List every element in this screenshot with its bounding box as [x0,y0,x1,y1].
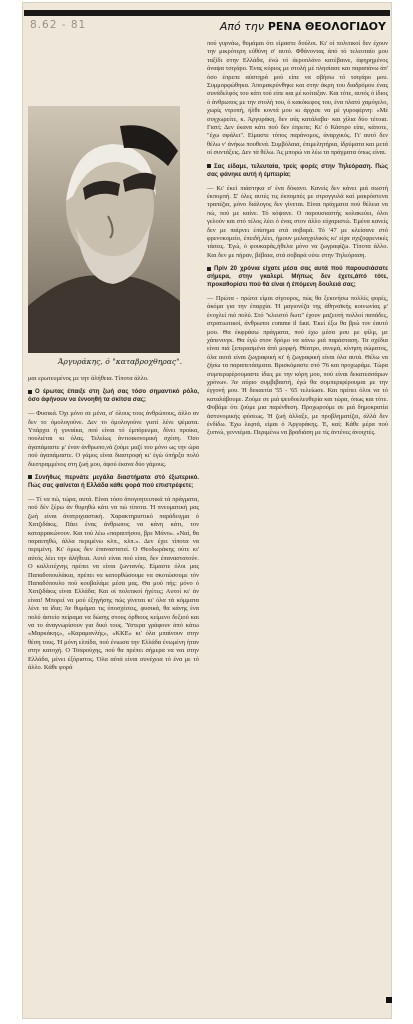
portrait-illustration [28,106,180,353]
right-column [207,40,388,442]
question-text: Πρίν 20 χρόνια είχατε μέσα σας αυτά πού παρουσιάσατε σήμερα, στην γκαλερί. Μήπως δεν έχετε,άπό τότε, προκαθορίσει πού θά είναι ή έπόμενη δουλειά σας; [207,265,388,288]
square-bullet-icon [207,164,211,168]
question-text: Ο έρωτας έπαιξε στη ζωή σας τόσο σημαντικό ρόλο, όσο άφήνουν να έννοηθή τα σκίτσα σας; [28,388,199,404]
end-mark-icon [386,997,392,1003]
question [207,163,388,179]
question-text: Συνήθως περνάτε μεγάλα διαστήματα στό έξωτερικό. Πώς σας φαίνεται ή Ελλάδα κάθε φορά πού επιστρέφετε; [28,474,199,489]
photo-caption: Άργυράκης, ό "καταβροχθηρας". [57,357,183,366]
right-paragraph: — Κι' έκεί πιάστηκα σ' ένα δόκανο. Κανείς δεν κάνει μιά σωστή έκπομπή. Σ' όλες αυτές τις έκπομπές με στρογγυλά καί μακρόστενα τραπέζια, μόνο διάλογος δεν γίνεται. Είναι πράγματα πού θέλεια να πώ, πού με καίνε. Τό κόψανε. Ο παρουσιαστής κολακεύει, όλοι γελούν και στό τέλος λέει ό ένας στον άλλο εύχαριστώ. Έμένα κανείς δεν με παίρνει έπίσημα στά σοβαρά. Τό '47 με κλείσανε στό φρενοκομείο, έπειδή,λέει, ήμουν μελαγχολικός κι' είχα σχιζοφρενικές τάσεις. Έγώ, ό φουκαράς,ήθελα μόνο να ζωγραφίζω. Τίποτα άλλο. Και δεν με πήραν, βέβαια, στά σοβαρά ούτε στην Τηλεόραση. [207,184,388,259]
right-paragraph: — Πρώτα - πρώτα είμαι σίγουρος, πώς θα ξεκινήσω πολλές φορές, άκόμα για την έπαρχία. Ή μαγιονέζα της άθηναϊκής κοινωνίας μ' ένοχλεί πιό πολύ. Στό "κλειστό δωτι" έχουν μαζευτή πολλοί παπάδες, στρατιωτικοί, άνθρωποι comme il faut. Έκεί έξω θα βρώ τον έαυτό μου. Θα έκφράσω πράγματα, πού έχω μέσα μου με φίλμ, με χάπενινγκ. Θα έγώ στον δρόμο να κάνω μιά παράσταση. Τα σχέδια είναι πιά ξεπερασμένα άπό μορφή. Θέατρο, σινεμά, κίνηση σώματος, όλα αυτά είναι ζωγραφική κι' ή ζωγραφική είναι όλα αυτά. Θέλω να ζήσω τα παραπετάσματα. Βρισκόμαστε στό '76 και προχωράμε. Τώρα συμπεριφέρουμαστε ίδιες με την κόρη μου, πού είναι δεκατεσσάρων χρόνων. Άν αύριο συμβιβαστή, έγώ θα συμπεριφέρουμαι με την έγγονή μου. Ή δεκαετία '55 - '65 τελείωσε. Και πρέπει όλοι να τό καταλάβουμε. Ζούμε σε μιά ψευδοελευθερία και τώρα, όπως και τότε. Φοβάμε ότι ζούμε μια παρένθεση. Προχωρούμε σε μιά δημοκρατία άστυνομικής φύσεως. Ή ζωή άλλαξε, με προβληματίζει, άλλά δεν ένδίδω. Έχω λεφτά, είμαι ό Άργυράκης. Έ, καί; Κάθε μέρα πού ξυπνώ, γεννιέμαι. Περιμένω να βραδιάση με τίς άντένες άνοιχτές. [207,294,388,437]
header-rule [24,10,390,16]
question [28,474,199,490]
square-bullet-icon [28,475,32,479]
question [28,388,199,404]
byline [220,20,386,33]
square-bullet-icon [28,390,32,394]
handwritten-date: 8.62 - 81 [30,19,87,31]
left-paragraph: — Φυσικά. Όχι μόνο σε μένα, σ' όλους τους άνθρώπους, άλλο αν δεν το όμολογούνε. Δεν το όμολογούνε γιατί λένε ψέματα. Υπάρχει ή γυναίκα, πού είναι τό έμπόρευμα, δίνει προίκα, πουλιέται κι όλας. Τελείως άντιοικονομική σχέση. Όσο άγαπάμαστε μ' έναν άνθρωπο,νά ζούμε μαζί του μόνο ως την ώρα πού άγαπάμαστε. Ο γάμος είναι διαστροφή κι' έγώ ύπήρξα πολύ διεστραμμένος στη ζωή μου, άφού έκανα δύο γάμους. [28,410,199,468]
question [207,265,388,289]
right-paragraph: πού γυρνάω, θυμάμαι ότι είμαστε δούλοι. Κι' οί πολιτικοί δεν έχουν την μικρότερη εύθύνη σ' αυτό. Φθάνοντας άπό τό τελευταίο μου ταξίδι στην Ελλάδα, ένώ τό άεροπλάνο κατέβαινε, άφηρημένος άναψα τσιγάρο. Ένας κύριος με στολή μέ πλησίασε και παραπάνω άπ' όσο έπρεπε αύστηρά μού είπε να σβήσω τό τσιγάρο μου. Συμμορφώθηκα. Άπομακρύνθηκε και στην άκρη του διαδρόμου ένας συνάδελφός του κάτι τού είπε και μέ κοίταξαν. Και τότε, αυτός ό ίδιος ό άνθρωπος με την στολή του, ό κακόκεφος του, ένα πλατύ χαμόγελο, χωρίς ντροπή, ήλθε κοντά μου κι άρχισε να μέ γυροφέρνη: «Μέ συγχωρείτε, κ. Άργυράκη, δεν σάς κατάλαβα· και χίλια δύο τέτοια. Γιατί; Δεν έκανα κάτι πού δεν έπρεπε; Κι' ό Κάστρο είπε, κάποτε, "έχω σφάλει". Είμαστε τόπος παράνομος, άναρχικός. Γι' αυτό δεν θέλω ν' άνήκω πουθενά. Συμβόλαια, έπιμελητήρια, ίδρύματα και μετά οί συντάξεις. Δεν τά θέλω. Άς μπορώ να λέω τα πράγματα όπως είναι. [207,40,388,157]
byline-name: ΡΕΝΑ ΘΕΟΛΟΓΙΔΟΥ [267,20,386,33]
square-bullet-icon [207,267,211,271]
newspaper-clipping [22,2,392,1019]
byline-prefix: Από την [219,20,265,33]
question-text: Σας είδαμε, τελευταία, τρείς φορές στην Τηλεόραση. Πώς σας φάνηκε αυτή ή έμπειρία; [207,162,388,178]
left-paragraph: — Τί να πώ, τώρα, αυτά. Είναι τόσο άπογοητευτικά τά πράγματα, πού δέν ξέρω άν θυμηθώ κάτι να πώ τίποτα. Ή πνευματική μας ζωή είναι άνατριχιαστική. Χαρακτηριστικό παράδειγμα ό Χατζιδάκις. Πάει ένας άνθρωπος να κάνη κάτι, τον καταρρακώνουν. Και τού λέω «παραιτήσου, βρε Μάνο». «Ναί, θα παραιτηθώ, άλλα περιμένω κλπ., κλπ.». Δεν έχει τίποτα να περιμένη. Κι' όμως δεν έπαναστατεί. Ο Θεοδωράκης ούτε κι' αύτός λέει την άλήθεια. Αυτό είναι πού είπα, δεν έπαναστατούν. Ο καλλιτέχνης πρέπει να είναι ζωντανός. Είμαστε όλοι μας Παπαδοπουλάκια, πρέπει να κατορθώσουμε να σκοτώσουμε τόν Παπαδόπουλο πού κουβαλάμε μέσα μας. Θα μού πής: μόνο ό Χατζιδάκις είναι Ελλάδα; Και οί πολιτικοί ήγέτες; Αυτοί κι' άν είναι! Μπορεί να μού έξηγήσης πώς γίνεται κι' όλα τά κόμματα λένε τα ίδια; Άν θυμάμαι τις ύποσχέσεις, φυσικά, θα κάνης ένα πολύ άστείο πείραμα να δώσης στους όρθιους κείμενο δεξιού και να το άναγνωρίσουν για δικό τους. Ύστερα γράφουν άπό κάτω «Μαρκάκης», «Καραμανλής», «ΚΚΕ» κι' όλα μπαίνουν στην θέση τους. Ή μόνη ελπίδα, πού ένιωσα την Ελλάδα ένωμένη ήταν στην κατοχή. Ο Τσαρούχης, πού θα πρέπει σήμερα να ναι στην Ελλάδα, μένει έξόριστος. Όλα αύτά είναι συνέχεια τό ένα με τό άλλο. Κάθε φορά [28,495,199,671]
left-paragraph: μαι ερωτευμένος με την άλήθεια. Τίποτα άλλο. [28,375,149,382]
left-column [28,375,199,676]
portrait-photo [28,106,180,353]
